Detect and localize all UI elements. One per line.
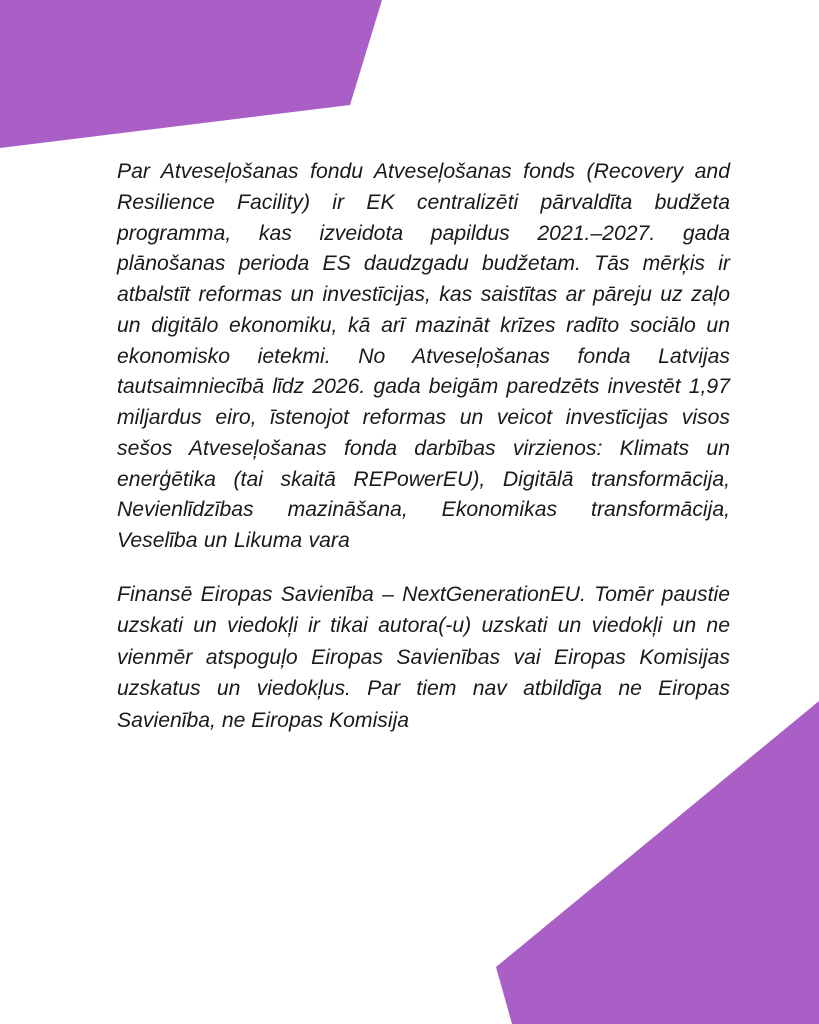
paragraph-eu-funding-disclaimer: Finansē Eiropas Savienība – NextGenerationEU. Tomēr paustie uzskati un viedokļi ir tikai autora(-u) uzskati un viedokļi un ne vienmēr atspoguļo Eiropas Savienības vai Eiropas Komisijas uzskatus un viedokļus. Par tiem nav atbildīga ne Eiropas Savienība, ne Eiropas Komisija [117,582,730,732]
top-left-polygon [0,0,382,148]
paragraph-recovery-fund-description: Par Atveseļošanas fondu Atveseļošanas fonds (Recovery and Resilience Facility) ir EK centralizēti pārvaldīta budžeta programma, kas izveidota papildus 2021.–2027. gada plānošanas perioda ES daudzgadu budžetam. Tās mērķis ir atbalstīt reformas un investīcijas, kas saistītas ar pāreju uz zaļo un digitālo ekonomiku, kā arī mazināt krīzes radīto sociālo un ekonomisko ietekmi. No Atveseļošanas fonda Latvijas tautsaimniecībā līdz 2026. gada beigām paredzēts investēt 1,97 miljardus eiro, īstenojot reformas un veicot investīcijas visos sešos Atveseļošanas fonda darbības virzienos: Klimats un enerģētika (tai skaitā REPowerEU), Digitālā transformācija, Nevienlīdzības mazināšana, Ekonomikas transformācija, Veselība un Likuma vara [117,160,730,552]
bottom-right-polygon [496,701,819,1024]
document-body [117,157,730,736]
